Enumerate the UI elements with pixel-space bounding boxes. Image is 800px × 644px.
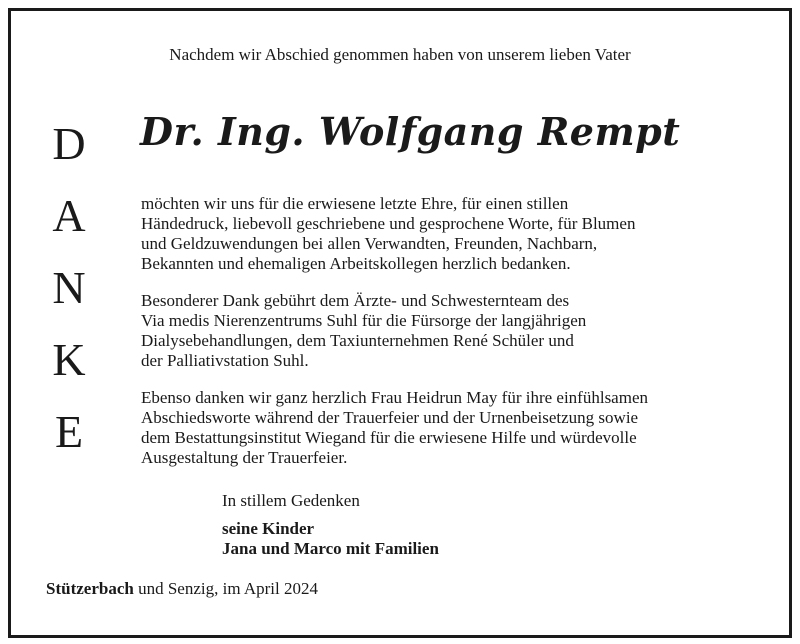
text-line: Dialysebehandlungen, dem Taxiunternehmen René Schüler und — [141, 331, 574, 350]
intro-text: Nachdem wir Abschied genommen haben von unserem lieben Vater — [169, 45, 631, 64]
danke-letter: K — [52, 334, 86, 385]
text-line: Ausgestaltung der Trauerfeier. — [141, 448, 348, 467]
signature-block — [222, 491, 439, 559]
danke-letter: N — [52, 262, 86, 313]
danke-letter: D — [52, 118, 86, 169]
text-line: Via medis Nierenzentrums Suhl für die Fürsorge der langjährigen — [141, 311, 587, 330]
text-line: Abschiedsworte während der Trauerfeier und der Urnenbeisetzung sowie — [141, 408, 639, 427]
location-rest: und Senzig, im April 2024 — [133, 579, 318, 598]
paragraph-special-thanks — [141, 291, 761, 371]
signature-heading: In stillem Gedenken — [222, 491, 360, 510]
location-place: Stützerbach — [46, 579, 134, 598]
text-line: dem Bestattungsinstitut Wiegand für die erwiesene Hilfe und würdevolle — [141, 428, 637, 447]
danke-letter: E — [54, 406, 84, 457]
text-line: Besonderer Dank gebührt dem Ärzte- und Schwesternteam des — [141, 291, 570, 310]
text-line: Ebenso danken wir ganz herzlich Frau Heidrun May für ihre einfühlsamen — [141, 388, 648, 407]
signature-line: Jana und Marco mit Familien — [222, 539, 439, 558]
deceased-name: Dr. Ing. Wolfgang Rempt — [140, 109, 681, 154]
location-date — [46, 579, 318, 599]
text-line: und Geldzuwendungen bei allen Verwandten, Freunden, Nachbarn, — [141, 234, 598, 253]
text-line: möchten wir uns für die erwiesene letzte Ehre, für einen stillen — [141, 194, 569, 213]
danke-letter: A — [52, 190, 86, 241]
paragraph-further-thanks — [141, 388, 761, 468]
text-line: Bekannten und ehemaligen Arbeitskollegen herzlich bedanken. — [141, 254, 571, 273]
signature-line: seine Kinder — [222, 519, 315, 538]
text-line: der Palliativstation Suhl. — [141, 351, 309, 370]
text-line: Händedruck, liebevoll geschriebene und gesprochene Worte, für Blumen — [141, 214, 636, 233]
danke-vertical — [38, 108, 100, 468]
paragraph-thanks — [141, 194, 761, 274]
